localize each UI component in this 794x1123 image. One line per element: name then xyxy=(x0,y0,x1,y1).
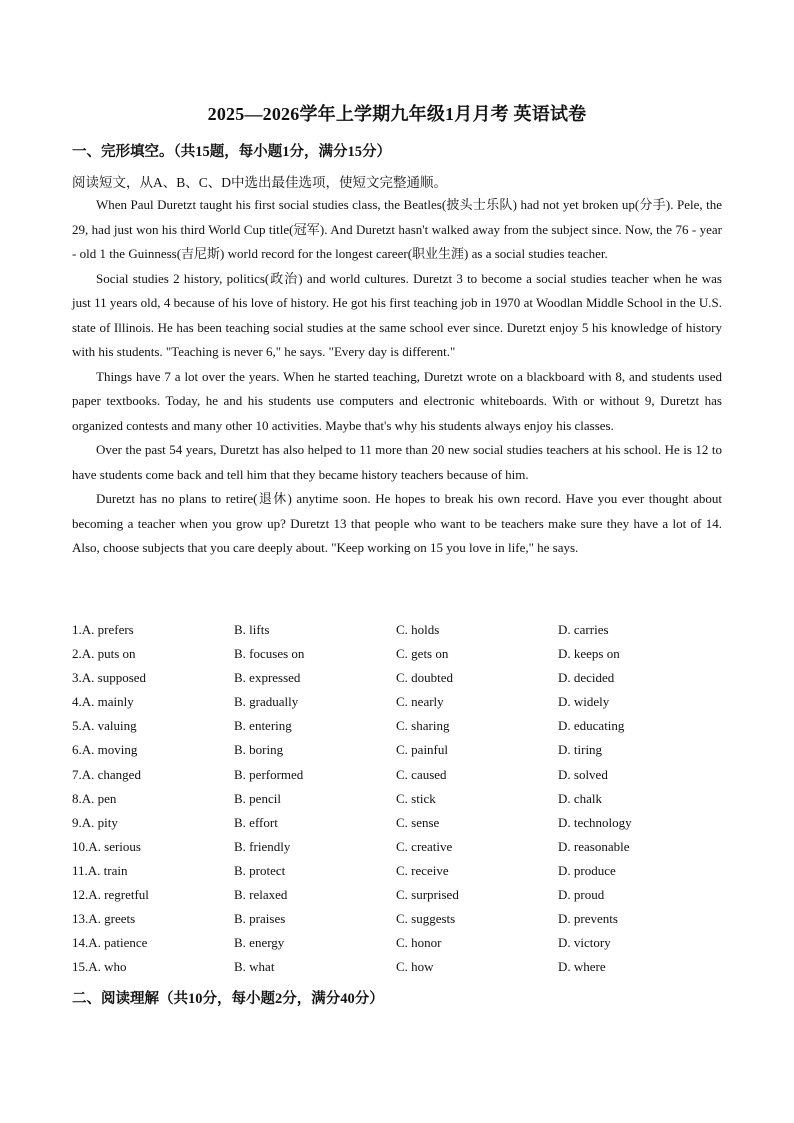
option-b[interactable]: B. effort xyxy=(234,814,278,830)
question-row xyxy=(72,932,722,956)
section-1-instruction: 阅读短文，从A、B、C、D中选出最佳选项，使短文完整通顺。 xyxy=(72,175,448,190)
option-a[interactable]: 7.A. changed xyxy=(72,766,141,782)
option-b[interactable]: B. relaxed xyxy=(234,887,288,903)
option-b[interactable]: B. friendly xyxy=(234,838,291,854)
question-row xyxy=(72,667,722,691)
option-a[interactable]: 2.A. puts on xyxy=(72,646,136,662)
passage-paragraph: Things have 7 a lot over the years. When he started teaching, Duretzt wrote on a blackboard with 8, and students used paper textbooks. Today, he and his students use computers and electronic whiteboards. With or without 9, Duretzt has organized contests and many other 10 activities. Maybe that's why his students always enjoy his classes. xyxy=(72,368,722,433)
option-b[interactable]: B. protect xyxy=(234,862,286,878)
option-b[interactable]: B. boring xyxy=(234,742,284,758)
option-b[interactable]: B. what xyxy=(234,959,275,975)
option-d[interactable]: D. where xyxy=(558,959,606,975)
question-row xyxy=(72,860,722,884)
option-c[interactable]: C. suggests xyxy=(396,911,456,927)
question-row xyxy=(72,836,722,860)
passage-paragraph: Duretzt has no plans to retire(退休) anytime soon. He hopes to break his own record. Have you ever thought about becoming a teacher when you grow up? Duretzt 13 that people who want to be teachers make sure they have a lot of 14. Also, choose subjects that you care deeply about. "Keep working on 15 you love in life," he says. xyxy=(72,491,722,555)
option-b[interactable]: B. entering xyxy=(234,718,292,734)
option-c[interactable]: C. creative xyxy=(396,838,453,854)
option-b[interactable]: B. focuses on xyxy=(234,646,305,662)
option-d[interactable]: D. prevents xyxy=(558,911,618,927)
option-a[interactable]: 14.A. patience xyxy=(72,935,148,951)
question-row xyxy=(72,788,722,812)
option-c[interactable]: C. nearly xyxy=(396,694,444,710)
option-a[interactable]: 9.A. pity xyxy=(72,814,118,830)
option-d[interactable]: D. carries xyxy=(558,622,609,637)
option-a[interactable]: 4.A. mainly xyxy=(72,694,134,710)
question-row xyxy=(72,619,722,643)
option-c[interactable]: C. surprised xyxy=(396,887,459,903)
option-d[interactable]: D. tiring xyxy=(558,742,603,758)
option-c[interactable]: C. holds xyxy=(396,622,440,637)
option-d[interactable]: D. widely xyxy=(558,694,610,710)
passage-paragraph: Social studies 2 history, politics(政治) and world cultures. Duretzt 3 to become a social studies teacher when he was just 11 years old, 4 because of his love of history. He got his first teaching job in 1970 at Woodlan Middle School in the U.S. state of Illinois. He has been teaching social studies at the same school ever since. Duretzt enjoy 5 his knowledge of history with his students. "Teaching is never 6," he says. "Every day is different." xyxy=(72,270,722,359)
option-a[interactable]: 11.A. train xyxy=(72,862,128,878)
option-a[interactable]: 8.A. pen xyxy=(72,790,117,806)
option-a[interactable]: 13.A. greets xyxy=(72,911,136,927)
option-b[interactable]: B. performed xyxy=(234,766,304,782)
option-a[interactable]: 5.A. valuing xyxy=(72,718,137,734)
option-a[interactable]: 6.A. moving xyxy=(72,742,138,758)
option-b[interactable]: B. pencil xyxy=(234,790,281,806)
option-c[interactable]: C. doubted xyxy=(396,670,454,686)
question-row xyxy=(72,643,722,667)
option-a[interactable]: 3.A. supposed xyxy=(72,670,147,686)
option-d[interactable]: D. solved xyxy=(558,766,608,782)
option-c[interactable]: C. receive xyxy=(396,862,449,878)
option-c[interactable]: C. honor xyxy=(396,935,442,951)
question-row xyxy=(72,715,722,739)
question-row xyxy=(72,956,722,980)
option-c[interactable]: C. sharing xyxy=(396,718,450,734)
option-c[interactable]: C. stick xyxy=(396,790,436,806)
option-b[interactable]: B. lifts xyxy=(234,622,270,637)
section-1-heading: 一、完形填空。（共15题，每小题1分，满分15分） xyxy=(72,144,391,160)
question-row xyxy=(72,691,722,715)
option-d[interactable]: D. victory xyxy=(558,935,611,951)
question-row xyxy=(72,812,722,836)
exam-title: 2025—2026学年上学期九年级1月月考 英语试卷 xyxy=(207,104,587,124)
option-a[interactable]: 15.A. who xyxy=(72,959,127,975)
answer-options-table xyxy=(72,619,722,980)
option-a[interactable]: 1.A. prefers xyxy=(72,622,134,637)
question-row xyxy=(72,764,722,788)
option-c[interactable]: C. painful xyxy=(396,742,448,758)
option-d[interactable]: D. keeps on xyxy=(558,646,620,662)
cloze-passage xyxy=(72,193,722,561)
option-d[interactable]: D. technology xyxy=(558,814,632,830)
option-b[interactable]: B. expressed xyxy=(234,670,301,686)
option-c[interactable]: C. caused xyxy=(396,766,447,782)
question-row xyxy=(72,739,722,763)
option-b[interactable]: B. praises xyxy=(234,911,286,927)
option-c[interactable]: C. how xyxy=(396,959,434,975)
option-d[interactable]: D. reasonable xyxy=(558,838,630,854)
option-b[interactable]: B. energy xyxy=(234,935,285,951)
option-b[interactable]: B. gradually xyxy=(234,694,299,710)
option-a[interactable]: 12.A. regretful xyxy=(72,887,149,903)
passage-paragraph: When Paul Duretzt taught his first social studies class, the Beatles(披头士乐队) had not yet broken up(分手). Pele, the 29, had just won his third World Cup title(冠军). And Duretzt hasn't walked away from the subject since. Now, the 76 - year - old 1 the Guinness(吉尼斯) world record for the longest career(职业生涯) as a social studies teacher. xyxy=(72,197,722,261)
passage-paragraph: Over the past 54 years, Duretzt has also helped to 11 more than 20 new social studies teachers at his school. He is 12 to have students come back and tell him that they became history teachers because of him. xyxy=(72,442,722,482)
option-d[interactable]: D. educating xyxy=(558,718,625,734)
question-row xyxy=(72,908,722,932)
option-d[interactable]: D. decided xyxy=(558,670,615,686)
option-d[interactable]: D. chalk xyxy=(558,790,603,806)
option-c[interactable]: C. gets on xyxy=(396,646,449,662)
option-d[interactable]: D. proud xyxy=(558,887,605,903)
option-d[interactable]: D. produce xyxy=(558,862,616,878)
option-c[interactable]: C. sense xyxy=(396,814,440,830)
option-a[interactable]: 10.A. serious xyxy=(72,838,141,854)
question-row xyxy=(72,884,722,908)
section-2-heading: 二、阅读理解（共10分，每小题2分，满分40分） xyxy=(72,991,384,1007)
